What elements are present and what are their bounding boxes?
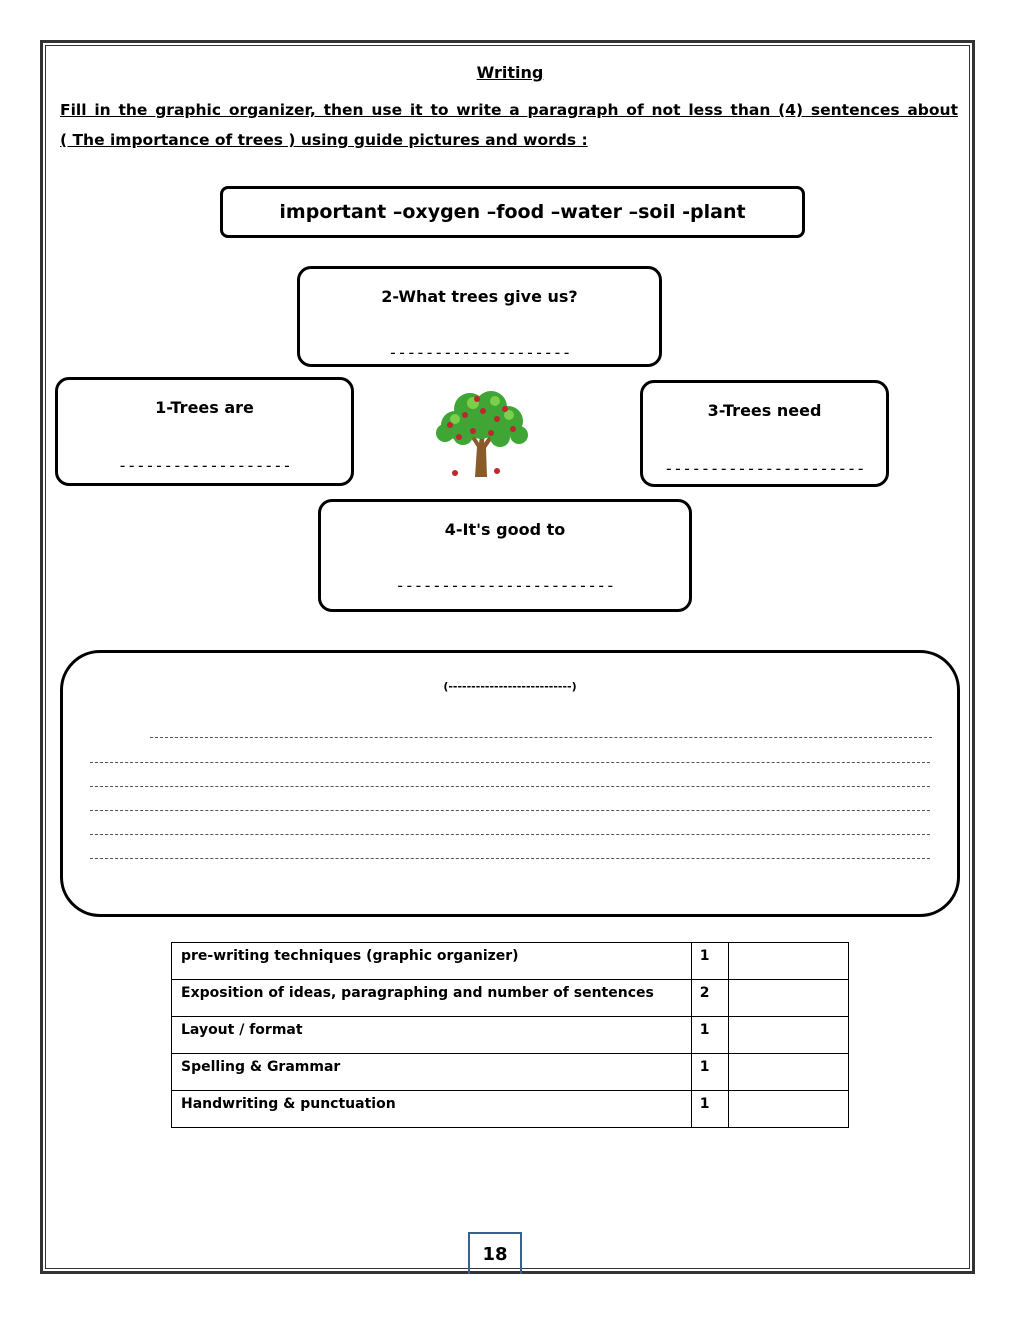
rubric-row bbox=[172, 1091, 849, 1128]
organizer-box-3-label: 3-Trees need bbox=[707, 401, 822, 420]
instruction-line-1: Fill in the graphic organizer, then use it to write a paragraph of not less than (4) sentences about bbox=[60, 101, 958, 119]
organizer-box-4-label: 4-It's good to bbox=[444, 520, 566, 539]
tree-foliage bbox=[436, 391, 528, 447]
rubric-criterion: Exposition of ideas, paragraphing and number of sentences bbox=[172, 980, 692, 1017]
organizer-box-4 bbox=[318, 499, 692, 612]
rubric-criterion: Layout / format bbox=[172, 1017, 692, 1054]
word-bank-text: important –oxygen –food –water –soil -plant bbox=[279, 201, 746, 223]
page-number-box bbox=[468, 1232, 522, 1274]
writing-line-2[interactable] bbox=[90, 762, 930, 763]
organizer-box-4-blank[interactable]: ------------------------ bbox=[395, 576, 615, 595]
rubric-mark: 1 bbox=[691, 1017, 728, 1054]
rubric-score-cell[interactable] bbox=[728, 1091, 848, 1128]
paragraph-title-blank[interactable]: (---------------------------) bbox=[443, 680, 577, 693]
organizer-box-1-blank[interactable]: ------------------- bbox=[117, 456, 292, 475]
rubric-mark: 1 bbox=[691, 943, 728, 980]
organizer-box-2-label: 2-What trees give us? bbox=[381, 287, 578, 306]
rubric-criterion: pre-writing techniques (graphic organizer) bbox=[172, 943, 692, 980]
rubric-row bbox=[172, 980, 849, 1017]
organizer-box-2-blank[interactable]: -------------------- bbox=[388, 343, 571, 362]
rubric-score-cell[interactable] bbox=[728, 1054, 848, 1091]
writing-line-1[interactable] bbox=[150, 737, 932, 738]
rubric-score-cell[interactable] bbox=[728, 943, 848, 980]
word-bank-box bbox=[220, 186, 805, 238]
writing-line-3[interactable] bbox=[90, 786, 930, 787]
writing-line-4[interactable] bbox=[90, 810, 930, 811]
rubric-mark: 2 bbox=[691, 980, 728, 1017]
rubric-row bbox=[172, 1017, 849, 1054]
rubric-table bbox=[171, 942, 849, 1128]
rubric-score-cell[interactable] bbox=[728, 1017, 848, 1054]
organizer-box-1 bbox=[55, 377, 354, 486]
instruction-line-2: ( The importance of trees ) using guide pictures and words : bbox=[60, 131, 588, 149]
writing-line-6[interactable] bbox=[90, 858, 930, 859]
rubric-mark: 1 bbox=[691, 1054, 728, 1091]
organizer-box-3-blank[interactable]: ---------------------- bbox=[664, 459, 865, 478]
page-title: Writing bbox=[476, 63, 544, 82]
rubric-mark: 1 bbox=[691, 1091, 728, 1128]
writing-line-5[interactable] bbox=[90, 834, 930, 835]
rubric-criterion: Spelling & Grammar bbox=[172, 1054, 692, 1091]
organizer-box-2 bbox=[297, 266, 662, 367]
rubric-row bbox=[172, 1054, 849, 1091]
organizer-box-3 bbox=[640, 380, 889, 487]
rubric-criterion: Handwriting & punctuation bbox=[172, 1091, 692, 1128]
page-number: 18 bbox=[482, 1243, 508, 1265]
rubric-score-cell[interactable] bbox=[728, 980, 848, 1017]
organizer-box-1-label: 1-Trees are bbox=[155, 398, 254, 417]
tree-picture bbox=[425, 385, 535, 480]
paragraph-writing-box bbox=[60, 650, 960, 917]
rubric-row bbox=[172, 943, 849, 980]
